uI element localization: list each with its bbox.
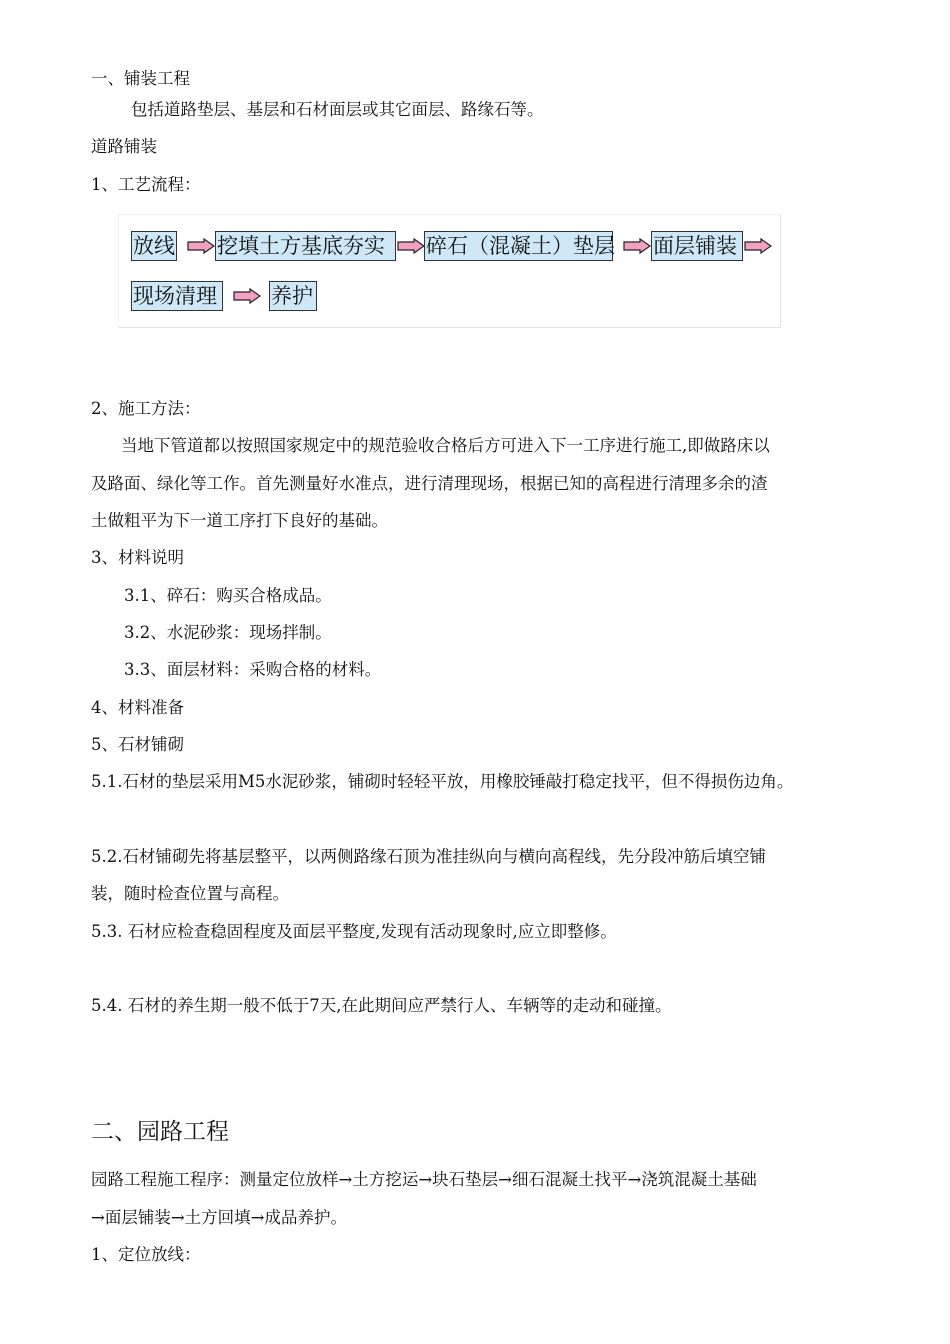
right-arrow-icon (623, 238, 651, 254)
stone-item-5-3: 5.3. 石材应检查稳固程度及面层平整度,发现有活动现象时,应立即整修。 (91, 922, 617, 941)
method-line-2: 及路面、绿化等工作。首先测量好水准点，进行清理现场，根据已知的高程进行清理多余的渣 (91, 474, 768, 493)
right-arrow-icon (233, 288, 261, 304)
materials-heading: 3、材料说明 (91, 548, 184, 567)
flow-step-6: 养护 (269, 281, 317, 311)
section1-intro: 包括道路垫层、基层和石材面层或其它面层、路缘石等。 (131, 100, 544, 119)
material-item-3: 3.3、面层材料：采购合格的材料。 (124, 660, 382, 679)
prep-heading: 4、材料准备 (91, 698, 184, 717)
section1-subtitle: 道路铺装 (91, 137, 157, 156)
section2-title: 二、园路工程 (91, 1119, 229, 1145)
stone-item-5-2-cont: 装，随时检查位置与高程。 (91, 884, 289, 903)
material-item-1: 3.1、碎石：购买合格成品。 (124, 586, 332, 605)
sequence-line-2: →面层铺装→土方回填→成品养护。 (91, 1208, 347, 1227)
stone-item-5-1: 5.1.石材的垫层采用M5水泥砂浆，铺砌时轻轻平放，用橡胶锤敲打稳定找平，但不得损伤边角。 (91, 772, 794, 791)
right-arrow-icon (744, 238, 772, 254)
stone-item-5-4: 5.4. 石材的养生期一般不低于7天,在此期间应严禁行人、车辆等的走动和碰撞。 (91, 996, 672, 1015)
flow-step-5: 现场清理 (131, 281, 223, 311)
process-flow-diagram (118, 214, 781, 328)
stone-heading: 5、石材铺砌 (91, 735, 184, 754)
material-item-2: 3.2、水泥砂浆：现场拌制。 (124, 623, 332, 642)
method-line-1: 当地下管道都以按照国家规定中的规范验收合格后方可进入下一工序进行施工,即做路床以 (121, 436, 770, 455)
flow-step-2: 挖填土方基底夯实 (215, 231, 396, 261)
section1-title: 一、铺装工程 (91, 69, 190, 88)
right-arrow-icon (187, 238, 215, 254)
right-arrow-icon (397, 238, 425, 254)
layout-heading: 1、定位放线： (91, 1245, 201, 1264)
process-heading: 1、工艺流程： (91, 175, 201, 194)
sequence-line-1: 园路工程施工程序：测量定位放样→土方挖运→块石垫层→细石混凝土找平→浇筑混凝土基础 (91, 1170, 757, 1189)
stone-item-5-2: 5.2.石材铺砌先将基层整平，以两侧路缘石顶为准挂纵向与横向高程线，先分段冲筋后填空铺 (91, 847, 766, 866)
method-line-3: 土做粗平为下一道工序打下良好的基础。 (91, 511, 388, 530)
flow-step-1: 放线 (131, 231, 177, 261)
flow-step-3: 碎石（混凝土）垫层 (424, 231, 613, 261)
method-heading: 2、施工方法： (91, 399, 201, 418)
flow-step-4: 面层铺装 (651, 231, 743, 261)
